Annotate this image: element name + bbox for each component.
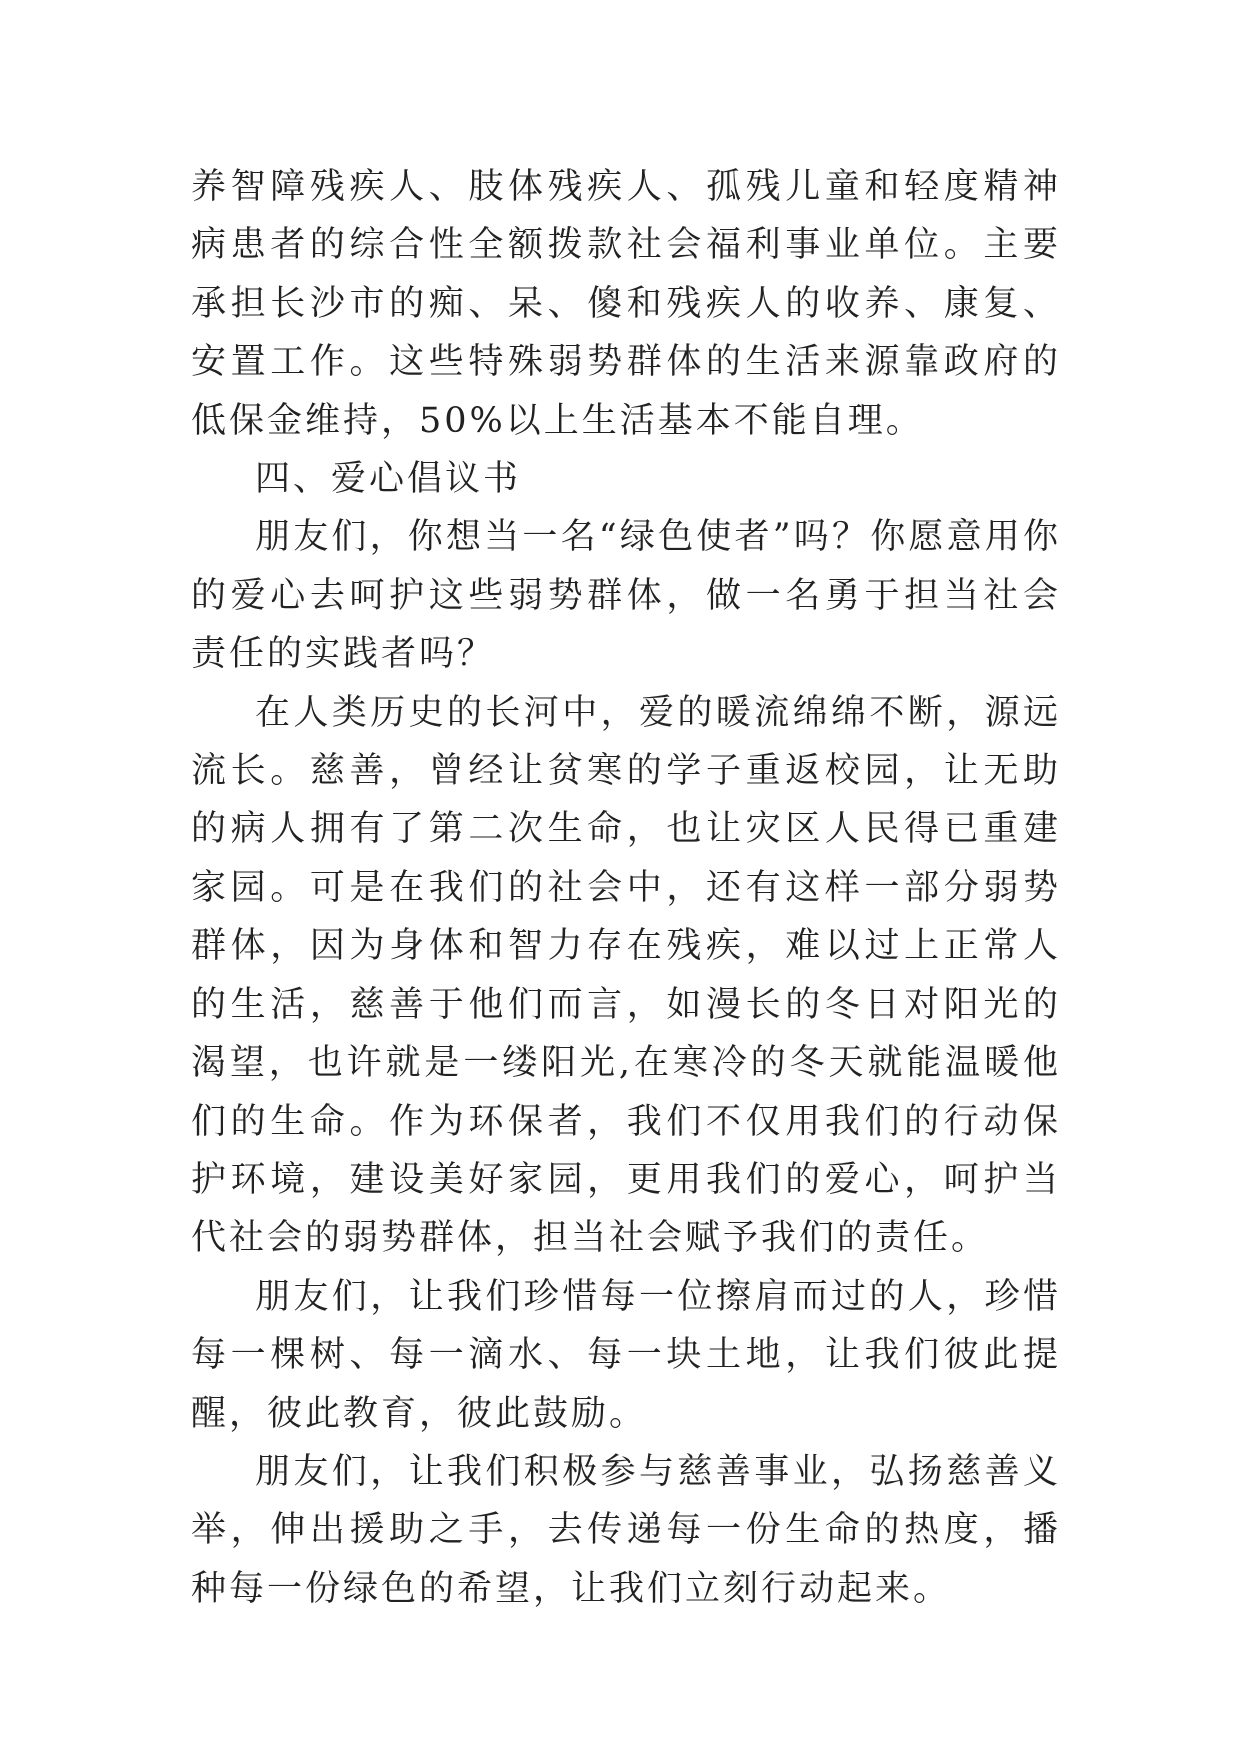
document-body bbox=[191, 158, 1061, 1618]
paragraph: 朋友们，你想当一名“绿色使者”吗？你愿意用你的爱心去呵护这些弱势群体，做一名勇于担当社会责任的实践者吗？ bbox=[191, 517, 1061, 675]
paragraph: 朋友们，让我们积极参与慈善事业，弘扬慈善义举，伸出援助之手，去传递每一份生命的热度，播种每一份绿色的希望，让我们立刻行动起来。 bbox=[191, 1451, 1061, 1609]
paragraph: 朋友们，让我们珍惜每一位擦肩而过的人，珍惜每一棵树、每一滴水、每一块土地，让我们彼此提醒，彼此教育，彼此鼓励。 bbox=[191, 1276, 1061, 1434]
section-heading: 四、爱心倡议书 bbox=[255, 459, 522, 500]
paragraph: 在人类历史的长河中，爱的暖流绵绵不断，源远流长。慈善，曾经让贫寒的学子重返校园，让无助的病人拥有了第二次生命，也让灾区人民得已重建家园。可是在我们的社会中，还有这样一部分弱势群体，因为身体和智力存在残疾，难以过上正常人的生活，慈善于他们而言，如漫长的冬日对阳光的渴望，也许就是一缕阳光,在寒冷的冬天就能温暖他们的生命。作为环保者，我们不仅用我们的行动保护环境，建设美好家园，更用我们的爱心，呵护当代社会的弱势群体，担当社会赋予我们的责任。 bbox=[191, 692, 1061, 1259]
paragraph-continued: 养智障残疾人、肢体残疾人、孤残儿童和轻度精神病患者的综合性全额拨款社会福利事业单位。主要承担长沙市的痴、呆、傻和残疾人的收养、康复、安置工作。这些特殊弱势群体的生活来源靠政府的低保金维持，50%以上生活基本不能自理。 bbox=[191, 167, 1061, 441]
